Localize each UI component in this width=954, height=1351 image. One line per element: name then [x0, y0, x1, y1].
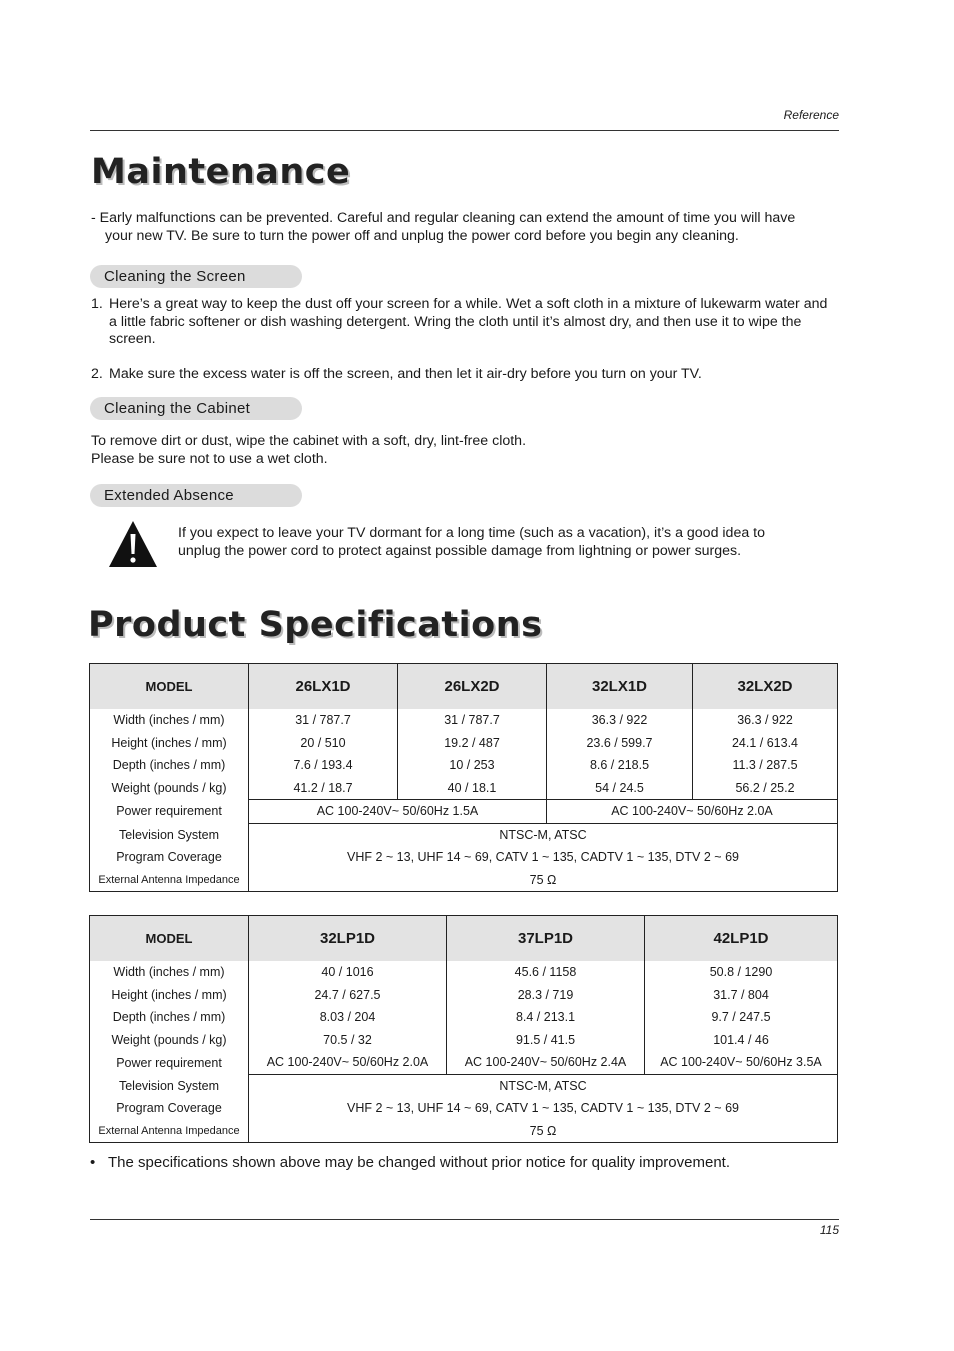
- table-cell: VHF 2 ~ 13, UHF 14 ~ 69, CATV 1 ~ 135, CADTV 1 ~ 135, DTV 2 ~ 69: [347, 850, 739, 865]
- row-label: Weight (pounds / kg): [90, 777, 249, 800]
- list-item: [91, 296, 831, 349]
- table-row: [90, 1097, 838, 1120]
- table-row: [90, 1051, 838, 1074]
- table-cell: 75 Ω: [529, 872, 557, 887]
- model-name: 42LP1D: [645, 916, 838, 962]
- table-cell: AC 100-240V~ 50/60Hz 1.5A: [249, 800, 547, 824]
- table-row: [90, 709, 838, 732]
- maintenance-title: Maintenance: [91, 152, 351, 192]
- table-row: [90, 846, 838, 869]
- row-label: Width (inches / mm): [90, 709, 249, 732]
- table-cell: 8.03 / 204: [249, 1006, 447, 1029]
- row-label: Depth (inches / mm): [90, 754, 249, 777]
- table-cell: AC 100-240V~ 50/60Hz 2.4A: [447, 1051, 645, 1074]
- table-cell: 75 Ω: [529, 1123, 557, 1138]
- table-row: [90, 754, 838, 777]
- absence-line-1: If you expect to leave your TV dormant for a long time (such as a vacation), it’s a good idea to: [178, 525, 766, 541]
- table-cell: NTSC-M, ATSC: [249, 1074, 838, 1097]
- table-cell: 28.3 / 719: [447, 984, 645, 1007]
- table-cell: 31 / 787.7: [249, 709, 398, 732]
- row-label: Power requirement: [90, 1051, 249, 1074]
- table-cell: 19.2 / 487: [398, 732, 547, 755]
- table-cell: 8.4 / 213.1: [447, 1006, 645, 1029]
- model-name: 26LX1D: [249, 664, 398, 710]
- table-cell: 70.5 / 32: [249, 1029, 447, 1052]
- spec-footnote: [90, 1154, 730, 1171]
- table-cell: 11.3 / 287.5: [732, 758, 798, 773]
- intro-line-2: your new TV. Be sure to turn the power off and unplug the power cord before you begin any cleaning.: [105, 227, 739, 244]
- table-cell: 101.4 / 46: [713, 1032, 769, 1047]
- table-cell: 10 / 253: [398, 754, 547, 777]
- table-cell: 45.6 / 1158: [447, 961, 645, 984]
- table-cell: AC 100-240V~ 50/60Hz 2.0A: [249, 1051, 447, 1074]
- footer-rule: [90, 1219, 839, 1220]
- table-cell: 50.8 / 1290: [709, 965, 773, 980]
- table-row: [90, 732, 838, 755]
- row-label: Power requirement: [90, 800, 249, 824]
- table-row: [90, 961, 838, 984]
- row-label: Depth (inches / mm): [90, 1006, 249, 1029]
- section-label: Reference: [783, 108, 839, 122]
- item-text: Make sure the excess water is off the screen, and then let it air-dry before you turn on your TV.: [109, 365, 702, 382]
- row-label: Weight (pounds / kg): [90, 1029, 249, 1052]
- table-cell: NTSC-M, ATSC: [249, 823, 838, 846]
- table-cell: 23.6 / 599.7: [547, 732, 693, 755]
- header-rule: [90, 130, 839, 131]
- table-cell: 40 / 18.1: [398, 777, 547, 800]
- absence-text: [178, 525, 765, 560]
- model-name: 32LX2D: [693, 664, 838, 710]
- row-label: Program Coverage: [90, 1097, 249, 1120]
- table-cell: 36.3 / 922: [547, 709, 693, 732]
- table-cell: 8.6 / 218.5: [547, 754, 693, 777]
- row-label: Television System: [90, 1074, 249, 1097]
- row-label: Program Coverage: [90, 846, 249, 869]
- list-item: [91, 366, 831, 384]
- model-name: 32LX1D: [547, 664, 693, 710]
- table-cell: 31.7 / 804: [713, 987, 769, 1002]
- cabinet-text: [91, 433, 526, 468]
- table-row: [90, 800, 838, 824]
- product-specifications-title: Product Specifications: [88, 605, 543, 645]
- maintenance-intro: [91, 210, 831, 245]
- model-label: MODEL: [90, 916, 249, 962]
- item-number: 1.: [91, 296, 103, 312]
- warning-icon: [108, 520, 158, 568]
- table-row: [90, 823, 838, 846]
- table-cell: 40 / 1016: [249, 961, 447, 984]
- row-label: Height (inches / mm): [90, 732, 249, 755]
- table-cell: 41.2 / 18.7: [249, 777, 398, 800]
- item-number: 2.: [91, 365, 103, 382]
- table-cell: AC 100-240V~ 50/60Hz 3.5A: [660, 1055, 822, 1070]
- table-cell: 56.2 / 25.2: [735, 780, 795, 795]
- table-cell: 20 / 510: [249, 732, 398, 755]
- cabinet-line-2: Please be sure not to use a wet cloth.: [91, 450, 328, 467]
- table-row: [90, 869, 838, 892]
- row-label: External Antenna Impedance: [90, 1120, 249, 1143]
- extended-absence-heading: Extended Absence: [90, 484, 302, 507]
- table-row: [90, 984, 838, 1007]
- cleaning-screen-heading: Cleaning the Screen: [90, 265, 302, 288]
- model-label: MODEL: [90, 664, 249, 710]
- table-header-row: [90, 664, 838, 710]
- row-label: Television System: [90, 823, 249, 846]
- table-cell: 36.3 / 922: [737, 713, 793, 728]
- cleaning-cabinet-heading: Cleaning the Cabinet: [90, 397, 302, 420]
- model-name: 37LP1D: [447, 916, 645, 962]
- table-row: [90, 1029, 838, 1052]
- cabinet-line-1: To remove dirt or dust, wipe the cabinet with a soft, dry, lint-free cloth.: [91, 433, 527, 449]
- table-cell: AC 100-240V~ 50/60Hz 2.0A: [547, 800, 838, 824]
- table-row: [90, 1006, 838, 1029]
- spec-table-lx: [89, 663, 838, 892]
- row-label: Height (inches / mm): [90, 984, 249, 1007]
- item-text: Here’s a great way to keep the dust off your screen for a while. Wet a soft cloth in a mixture of lukewarm water and a little fabric softener or dish washing detergent. Wring the cloth until it’s almost dry, and then use it to wipe the screen.: [109, 296, 828, 347]
- table-row: [90, 1120, 838, 1143]
- model-name: 32LP1D: [249, 916, 447, 962]
- table-cell: 7.6 / 193.4: [249, 754, 398, 777]
- table-cell: 9.7 / 247.5: [711, 1010, 771, 1025]
- page-number: 115: [819, 1223, 839, 1237]
- row-label: Width (inches / mm): [90, 961, 249, 984]
- table-cell: VHF 2 ~ 13, UHF 14 ~ 69, CATV 1 ~ 135, CADTV 1 ~ 135, DTV 2 ~ 69: [347, 1101, 739, 1116]
- table-row: [90, 777, 838, 800]
- screen-instructions: [91, 296, 831, 383]
- model-name: 26LX2D: [398, 664, 547, 710]
- table-row: [90, 1074, 838, 1097]
- table-header-row: [90, 916, 838, 962]
- table-cell: 91.5 / 41.5: [447, 1029, 645, 1052]
- spec-table-lp: [89, 915, 838, 1143]
- footnote-text: The specifications shown above may be changed without prior notice for quality improvement.: [108, 1154, 730, 1171]
- bullet-icon: •: [90, 1154, 96, 1171]
- table-cell: 31 / 787.7: [398, 709, 547, 732]
- row-label: External Antenna Impedance: [90, 869, 249, 892]
- intro-line-1: - Early malfunctions can be prevented. Careful and regular cleaning can extend the amount of time you will have: [91, 210, 796, 226]
- table-cell: 54 / 24.5: [547, 777, 693, 800]
- absence-line-2: unplug the power cord to protect against possible damage from lightning or power surges.: [178, 542, 742, 559]
- table-cell: 24.1 / 613.4: [731, 735, 799, 750]
- table-cell: 24.7 / 627.5: [249, 984, 447, 1007]
